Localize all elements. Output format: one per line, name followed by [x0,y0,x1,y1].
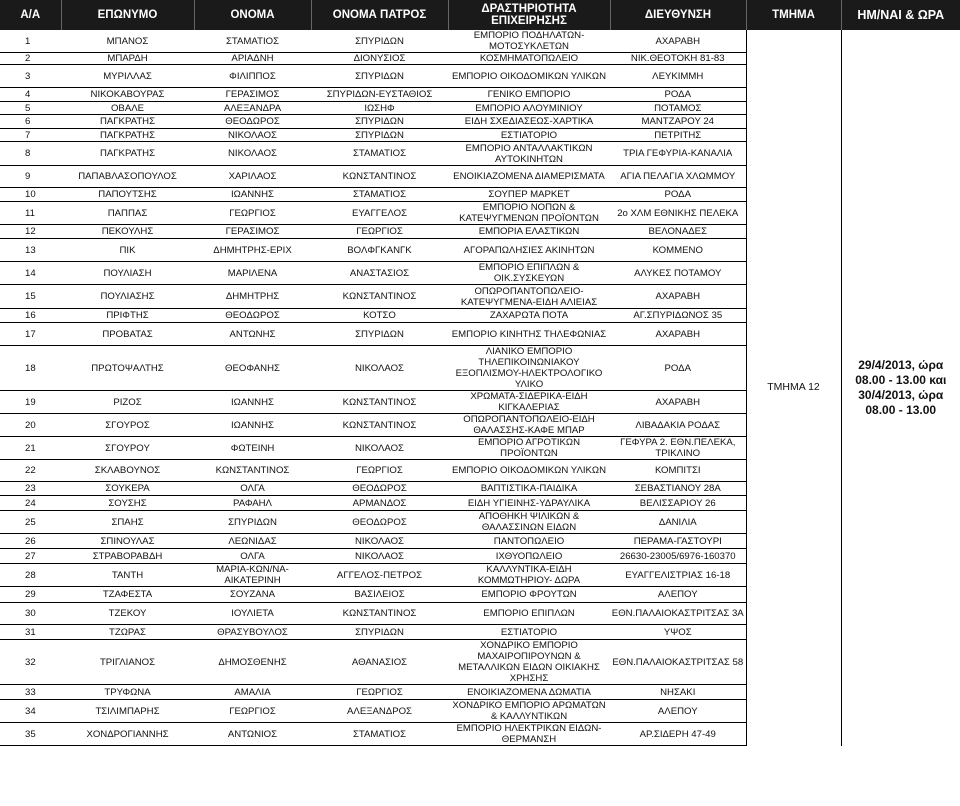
cell-address: ΑΛΥΚΕΣ ΠΟΤΑΜΟΥ [610,262,746,285]
cell-surname: ΤΣΙΛΙΜΠΑΡΗΣ [61,700,194,723]
cell-name: ΑΛΕΞΑΝΔΡΑ [194,102,311,115]
cell-surname: ΠΡΙΦΤΗΣ [61,309,194,323]
table-row [0,30,960,53]
cell-address: ΒΕΛΟΝΑΔΕΣ [610,225,746,239]
cell-aa: 1 [0,30,61,53]
col-header-address: ΔΙΕΥΘΥΝΣΗ [610,0,746,30]
cell-name: ΙΟΥΛΙΕΤΑ [194,603,311,625]
cell-father: ΣΠΥΡΙΔΩΝ [311,625,448,640]
cell-surname: ΤΑΝΤΗ [61,564,194,587]
cell-surname: ΣΠΑΗΣ [61,511,194,534]
cell-surname: ΜΥΡΙΛΛΑΣ [61,65,194,88]
cell-father: ΝΙΚΟΛΑΟΣ [311,437,448,460]
cell-name: ΙΩΑΝΝΗΣ [194,391,311,414]
cell-name: ΣΟΥΖΑΝΑ [194,587,311,603]
cell-aa: 34 [0,700,61,723]
cell-surname: ΠΑΠΑΒΛΑΣΟΠΟΥΛΟΣ [61,166,194,188]
cell-activity: ΑΠΟΘΗΚΗ ΨΙΛΙΚΩΝ & ΘΑΛΑΣΣΙΝΩΝ ΕΙΔΩΝ [448,511,610,534]
cell-name: ΑΝΤΩΝΗΣ [194,323,311,346]
cell-activity: ΕΝΟΙΚΙΑΖΟΜΕΝΑ ΔΙΑΜΕΡΙΣΜΑΤΑ [448,166,610,188]
cell-name: ΣΠΥΡΙΔΩΝ [194,511,311,534]
cell-surname: ΤΡΥΦΩΝΑ [61,685,194,700]
cell-activity: ΑΓΟΡΑΠΩΛΗΣΙΕΣ ΑΚΙΝΗΤΩΝ [448,239,610,262]
cell-surname: ΤΖΩΡΑΣ [61,625,194,640]
cell-name: ΙΩΑΝΝΗΣ [194,188,311,202]
cell-father: ΣΠΥΡΙΔΩΝ [311,65,448,88]
table-header [0,0,960,30]
cell-address: ΝΙΚ.ΘΕΟΤΟΚΗ 81-83 [610,53,746,65]
cell-aa: 22 [0,460,61,482]
cell-surname: ΠΑΓΚΡΑΤΗΣ [61,129,194,142]
cell-surname: ΜΠΑΝΟΣ [61,30,194,53]
col-header-dept: ΤΜΗΜΑ [746,0,841,30]
cell-name: ΘΕΟΦΑΝΗΣ [194,346,311,391]
cell-name: ΑΜΑΛΙΑ [194,685,311,700]
cell-surname: ΠΑΠΟΥΤΣΗΣ [61,188,194,202]
cell-name: ΔΗΜΟΣΘΕΝΗΣ [194,640,311,685]
cell-aa: 17 [0,323,61,346]
cell-name: ΘΕΟΔΩΡΟΣ [194,309,311,323]
cell-father: ΘΕΟΔΩΡΟΣ [311,482,448,496]
cell-father: ΓΕΩΡΓΙΟΣ [311,460,448,482]
cell-activity: ΧΟΝΔΡΙΚΟ ΕΜΠΟΡΙΟ ΜΑΧΑΙΡΟΠΙΡΟΥΝΩΝ & ΜΕΤΑΛΛΙΚΩΝ ΕΙΔΩΝ ΟΙΚΙΑΚΗΣ ΧΡΗΣΗΣ [448,640,610,685]
cell-father: ΙΩΣΗΦ [311,102,448,115]
cell-address: ΓΕΦΥΡΑ 2. ΕΘΝ.ΠΕΛΕΚΑ, ΤΡΙΚΛΙΝΟ [610,437,746,460]
cell-address: ΣΕΒΑΣΤΙΑΝΟΥ 28Α [610,482,746,496]
cell-activity: ΕΜΠΟΡΙΟ ΦΡΟΥΤΩΝ [448,587,610,603]
cell-activity: ΒΑΠΤΙΣΤΙΚΑ-ΠΑΙΔΙΚΑ [448,482,610,496]
cell-father: ΣΤΑΜΑΤΙΟΣ [311,188,448,202]
cell-activity: ΕΜΠΟΡΙΟ ΑΓΡΟΤΙΚΩΝ ΠΡΟΪΟΝΤΩΝ [448,437,610,460]
cell-activity: ΕΙΔΗ ΣΧΕΔΙΑΣΕΩΣ-ΧΑΡΤΙΚΑ [448,115,610,129]
cell-name: ΓΕΩΡΓΙΟΣ [194,202,311,225]
cell-address: ΛΙΒΑΔΑΚΙΑ ΡΟΔΑΣ [610,414,746,437]
cell-aa: 15 [0,285,61,309]
cell-name: ΚΩΝΣΤΑΝΤΙΝΟΣ [194,460,311,482]
cell-aa: 19 [0,391,61,414]
cell-surname: ΠΙΚ [61,239,194,262]
cell-activity: ΚΟΣΜΗΜΑΤΟΠΩΛΕΙΟ [448,53,610,65]
cell-activity: ΖΑΧΑΡΩΤΑ ΠΟΤΑ [448,309,610,323]
cell-address: ΑΧΑΡΑΒΗ [610,285,746,309]
cell-address: ΡΟΔΑ [610,188,746,202]
cell-aa: 27 [0,549,61,564]
cell-aa: 28 [0,564,61,587]
cell-father: ΣΠΥΡΙΔΩΝ [311,115,448,129]
cell-father: ΑΓΓΕΛΟΣ-ΠΕΤΡΟΣ [311,564,448,587]
cell-aa: 31 [0,625,61,640]
cell-father: ΑΛΕΞΑΝΔΡΟΣ [311,700,448,723]
cell-activity: ΕΜΠΟΡΙΟ ΝΟΠΩΝ & ΚΑΤΕΨΥΓΜΕΝΩΝ ΠΡΟΪΟΝΤΩΝ [448,202,610,225]
cell-activity: ΕΜΠΟΡΙΑ ΕΛΑΣΤΙΚΩΝ [448,225,610,239]
cell-aa: 13 [0,239,61,262]
cell-activity: ΚΑΛΛΥΝΤΙΚΑ-ΕΙΔΗ ΚΟΜΜΩΤΗΡΙΟΥ- ΔΩΡΑ [448,564,610,587]
cell-activity: ΣΟΥΠΕΡ ΜΑΡΚΕΤ [448,188,610,202]
cell-surname: ΡΙΖΟΣ [61,391,194,414]
cell-address: ΡΟΔΑ [610,88,746,102]
cell-surname: ΣΟΥΣΗΣ [61,496,194,511]
cell-activity: ΧΡΩΜΑΤΑ-ΣΙΔΕΡΙΚΑ-ΕΙΔΗ ΚΙΓΚΑΛΕΡΙΑΣ [448,391,610,414]
col-header-surname: ΕΠΩΝΥΜΟ [61,0,194,30]
cell-father: ΚΩΝΣΤΑΝΤΙΝΟΣ [311,391,448,414]
cell-address: ΑΧΑΡΑΒΗ [610,30,746,53]
cell-name: ΧΑΡΙΛΑΟΣ [194,166,311,188]
cell-address: ΤΡΙΑ ΓΕΦΥΡΙΑ-ΚΑΝΑΛΙΑ [610,142,746,166]
col-header-activity: ΔΡΑΣΤΗΡΙΟΤΗΤΑ ΕΠΙΧΕΙΡΗΣΗΣ [448,0,610,30]
cell-father: ΝΙΚΟΛΑΟΣ [311,534,448,549]
cell-name: ΜΑΡΙΑ-ΚΩΝ/ΝΑ-ΑΙΚΑΤΕΡΙΝΗ [194,564,311,587]
cell-address: ΑΧΑΡΑΒΗ [610,323,746,346]
col-header-aa: Α/Α [0,0,61,30]
cell-father: ΘΕΟΔΩΡΟΣ [311,511,448,534]
cell-aa: 7 [0,129,61,142]
cell-surname: ΠΟΥΛΙΑΣΗΣ [61,285,194,309]
cell-surname: ΤΖΑΦΕΣΤΑ [61,587,194,603]
cell-father: ΒΑΣΙΛΕΙΟΣ [311,587,448,603]
cell-address: ΕΥΑΓΓΕΛΙΣΤΡΙΑΣ 16-18 [610,564,746,587]
cell-surname: ΜΠΑΡΔΗ [61,53,194,65]
cell-father: ΣΠΥΡΙΔΩΝ [311,30,448,53]
cell-surname: ΣΤΡΑΒΟΡΑΒΔΗ [61,549,194,564]
cell-address: ΠΟΤΑΜΟΣ [610,102,746,115]
cell-activity: ΓΕΝΙΚΟ ΕΜΠΟΡΙΟ [448,88,610,102]
cell-activity: ΕΜΠΟΡΙΟ ΑΛΟΥΜΙΝΙΟΥ [448,102,610,115]
cell-aa: 21 [0,437,61,460]
cell-aa: 26 [0,534,61,549]
cell-aa: 25 [0,511,61,534]
cell-surname: ΠΕΚΟΥΛΗΣ [61,225,194,239]
cell-aa: 30 [0,603,61,625]
cell-activity: ΕΣΤΙΑΤΟΡΙΟ [448,625,610,640]
cell-aa: 14 [0,262,61,285]
cell-activity: ΕΜΠΟΡΙΟ ΕΠΙΠΛΩΝ [448,603,610,625]
cell-activity: ΕΜΠΟΡΙΟ ΗΛΕΚΤΡΙΚΩΝ ΕΙΔΩΝ-ΘΕΡΜΑΝΣΗ [448,723,610,746]
cell-aa: 29 [0,587,61,603]
cell-address: ΑΧΑΡΑΒΗ [610,391,746,414]
cell-address: ΑΓΙΑ ΠΕΛΑΓΙΑ ΧΛΩΜΜΟΥ [610,166,746,188]
cell-father: ΑΡΜΑΝΔΟΣ [311,496,448,511]
cell-surname: ΤΖΕΚΟΥ [61,603,194,625]
cell-activity: ΧΟΝΔΡΙΚΟ ΕΜΠΟΡΙΟ ΑΡΩΜΑΤΩΝ & ΚΑΛΛΥΝΤΙΚΩΝ [448,700,610,723]
cell-father: ΑΘΑΝΑΣΙΟΣ [311,640,448,685]
cell-father: ΚΩΝΣΤΑΝΤΙΝΟΣ [311,166,448,188]
cell-address: ΠΕΤΡΙΤΗΣ [610,129,746,142]
cell-father: ΚΩΝΣΤΑΝΤΙΝΟΣ [311,285,448,309]
cell-address: ΑΓ.ΣΠΥΡΙΔΩΝΟΣ 35 [610,309,746,323]
cell-address: ΑΡ.ΣΙΔΕΡΗ 47-49 [610,723,746,746]
col-header-father: ΟΝΟΜΑ ΠΑΤΡΟΣ [311,0,448,30]
cell-name: ΔΗΜΗΤΡΗΣ-ΕΡΙΧ [194,239,311,262]
cell-aa: 2 [0,53,61,65]
cell-surname: ΠΑΠΠΑΣ [61,202,194,225]
cell-address: ΒΕΛΙΣΣΑΡΙΟΥ 26 [610,496,746,511]
cell-address: ΕΘΝ.ΠΑΛΑΙΟΚΑΣΤΡΙΤΣΑΣ 58 [610,640,746,685]
cell-father: ΣΠΥΡΙΔΩΝ-ΕΥΣΤΑΘΙΟΣ [311,88,448,102]
cell-surname: ΣΟΥΚΕΡΑ [61,482,194,496]
cell-aa: 23 [0,482,61,496]
col-header-date: ΗΜ/ΝΑΙ & ΩΡΑ [841,0,960,30]
cell-name: ΡΑΦΑΗΛ [194,496,311,511]
cell-address: ΑΛΕΠΟΥ [610,587,746,603]
cell-activity: ΛΙΑΝΙΚΟ ΕΜΠΟΡΙΟ ΤΗΛΕΠΙΚΟΙΝΩΝΙΑΚΟΥ ΕΞΟΠΛΙΣΜΟΥ-ΗΛΕΚΤΡΟΛΟΓΙΚΟ ΥΛΙΚΟ [448,346,610,391]
cell-activity: ΕΜΠΟΡΙΟ ΑΝΤΑΛΛΑΚΤΙΚΩΝ ΑΥΤΟΚΙΝΗΤΩΝ [448,142,610,166]
cell-address: ΚΟΜΜΕΝΟ [610,239,746,262]
cell-activity: ΕΝΟΙΚΙΑΖΟΜΕΝΑ ΔΩΜΑΤΙΑ [448,685,610,700]
cell-father: ΚΟΤΣΟ [311,309,448,323]
cell-activity: ΕΜΠΟΡΙΟ ΠΟΔΗΛΑΤΩΝ-ΜΟΤΟΣΥΚΛΕΤΩΝ [448,30,610,53]
cell-father: ΚΩΝΣΤΑΝΤΙΝΟΣ [311,603,448,625]
cell-name: ΘΕΟΔΩΡΟΣ [194,115,311,129]
cell-activity: ΕΣΤΙΑΤΟΡΙΟ [448,129,610,142]
cell-name: ΑΡΙΑΔΝΗ [194,53,311,65]
cell-aa: 18 [0,346,61,391]
cell-name: ΝΙΚΟΛΑΟΣ [194,129,311,142]
department-cell: ΤΜΗΜΑ 12 [746,30,841,746]
cell-name: ΔΗΜΗΤΡΗΣ [194,285,311,309]
cell-aa: 9 [0,166,61,188]
cell-aa: 4 [0,88,61,102]
cell-address: 26630-23005/6976-160370 [610,549,746,564]
cell-address: 2ο ΧΛΜ ΕΘΝΙΚΗΣ ΠΕΛΕΚΑ [610,202,746,225]
cell-surname: ΤΡΙΓΛΙΑΝΟΣ [61,640,194,685]
table-body [0,30,960,746]
cell-surname: ΠΑΓΚΡΑΤΗΣ [61,115,194,129]
cell-name: ΑΝΤΩΝΙΟΣ [194,723,311,746]
cell-address: ΡΟΔΑ [610,346,746,391]
cell-aa: 5 [0,102,61,115]
cell-aa: 11 [0,202,61,225]
cell-address: ΚΟΜΠΙΤΣΙ [610,460,746,482]
cell-address: ΛΕΥΚΙΜΜΗ [610,65,746,88]
cell-address: ΔΑΝΙΛΙΑ [610,511,746,534]
cell-name: ΓΕΩΡΓΙΟΣ [194,700,311,723]
cell-aa: 33 [0,685,61,700]
cell-name: ΣΤΑΜΑΤΙΟΣ [194,30,311,53]
cell-activity: ΕΜΠΟΡΙΟ ΕΠΙΠΛΩΝ & ΟΙΚ.ΣΥΣΚΕΥΩΝ [448,262,610,285]
cell-surname: ΠΑΓΚΡΑΤΗΣ [61,142,194,166]
cell-name: ΟΛΓΑ [194,549,311,564]
cell-surname: ΝΙΚΟΚΑΒΟΥΡΑΣ [61,88,194,102]
cell-activity: ΕΜΠΟΡΙΟ ΟΙΚΟΔΟΜΙΚΩΝ ΥΛΙΚΩΝ [448,65,610,88]
cell-father: ΝΙΚΟΛΑΟΣ [311,549,448,564]
cell-aa: 16 [0,309,61,323]
cell-aa: 10 [0,188,61,202]
cell-aa: 12 [0,225,61,239]
cell-name: ΦΩΤΕΙΝΗ [194,437,311,460]
cell-surname: ΣΓΟΥΡΟΥ [61,437,194,460]
cell-activity: ΕΙΔΗ ΥΓΙΕΙΝΗΣ-ΥΔΡΑΥΛΙΚΑ [448,496,610,511]
cell-aa: 6 [0,115,61,129]
cell-father: ΝΙΚΟΛΑΟΣ [311,346,448,391]
cell-address: ΝΗΣΑΚΙ [610,685,746,700]
cell-aa: 8 [0,142,61,166]
cell-name: ΙΩΑΝΝΗΣ [194,414,311,437]
cell-address: ΠΕΡΑΜΑ-ΓΑΣΤΟΥΡΙ [610,534,746,549]
cell-name: ΓΕΡΑΣΙΜΟΣ [194,88,311,102]
cell-surname: ΧΟΝΔΡΟΓΙΑΝΝΗΣ [61,723,194,746]
cell-name: ΟΛΓΑ [194,482,311,496]
cell-surname: ΣΠΙΝΟΥΛΑΣ [61,534,194,549]
cell-father: ΓΕΩΡΓΙΟΣ [311,225,448,239]
cell-surname: ΣΚΛΑΒΟΥΝΟΣ [61,460,194,482]
cell-address: ΑΛΕΠΟΥ [610,700,746,723]
cell-father: ΣΤΑΜΑΤΙΟΣ [311,723,448,746]
cell-father: ΣΠΥΡΙΔΩΝ [311,129,448,142]
cell-father: ΓΕΩΡΓΙΟΣ [311,685,448,700]
cell-address: ΥΨΟΣ [610,625,746,640]
cell-father: ΒΟΛΦΓΚΑΝΓΚ [311,239,448,262]
cell-name: ΦΙΛΙΠΠΟΣ [194,65,311,88]
cell-name: ΜΑΡΙΛΕΝΑ [194,262,311,285]
cell-father: ΣΠΥΡΙΔΩΝ [311,323,448,346]
cell-activity: ΕΜΠΟΡΙΟ ΚΙΝΗΤΗΣ ΤΗΛΕΦΩΝΙΑΣ [448,323,610,346]
cell-activity: ΕΜΠΟΡΙΟ ΟΙΚΟΔΟΜΙΚΩΝ ΥΛΙΚΩΝ [448,460,610,482]
cell-name: ΘΡΑΣΥΒΟΥΛΟΣ [194,625,311,640]
cell-aa: 3 [0,65,61,88]
cell-name: ΓΕΡΑΣΙΜΟΣ [194,225,311,239]
col-header-name: ΟΝΟΜΑ [194,0,311,30]
cell-name: ΝΙΚΟΛΑΟΣ [194,142,311,166]
cell-aa: 24 [0,496,61,511]
cell-name: ΛΕΩΝΙΔΑΣ [194,534,311,549]
schedule-cell: 29/4/2013, ώρα 08.00 - 13.00 και 30/4/2013, ώρα 08.00 - 13.00 [841,30,960,746]
cell-father: ΣΤΑΜΑΤΙΟΣ [311,142,448,166]
cell-address: ΜΑΝΤΖΑΡΟΥ 24 [610,115,746,129]
cell-aa: 32 [0,640,61,685]
cell-activity: ΟΠΩΡΟΠΑΝΤΟΠΩΛΕΙΟ-ΕΙΔΗ ΘΑΛΑΣΣΗΣ-ΚΑΦΕ ΜΠΑΡ [448,414,610,437]
cell-address: ΕΘΝ.ΠΑΛΑΙΟΚΑΣΤΡΙΤΣΑΣ 3Α [610,603,746,625]
cell-surname: ΠΡΩΤΟΨΑΛΤΗΣ [61,346,194,391]
cell-aa: 20 [0,414,61,437]
cell-father: ΕΥΑΓΓΕΛΟΣ [311,202,448,225]
cell-father: ΔΙΟΝΥΣΙΟΣ [311,53,448,65]
cell-activity: ΟΠΩΡΟΠΑΝΤΟΠΩΛΕΙΟ-ΚΑΤΕΨΥΓΜΕΝΑ-ΕΙΔΗ ΑΛΙΕΙΑΣ [448,285,610,309]
cell-surname: ΠΡΟΒΑΤΑΣ [61,323,194,346]
cell-surname: ΣΓΟΥΡΟΣ [61,414,194,437]
cell-father: ΑΝΑΣΤΑΣΙΟΣ [311,262,448,285]
cell-aa: 35 [0,723,61,746]
cell-activity: ΙΧΘΥΟΠΩΛΕΙΟ [448,549,610,564]
cell-activity: ΠΑΝΤΟΠΩΛΕΙΟ [448,534,610,549]
cell-surname: ΟΒΑΛΕ [61,102,194,115]
cell-father: ΚΩΝΣΤΑΝΤΙΝΟΣ [311,414,448,437]
cell-surname: ΠΟΥΛΙΑΣΗ [61,262,194,285]
